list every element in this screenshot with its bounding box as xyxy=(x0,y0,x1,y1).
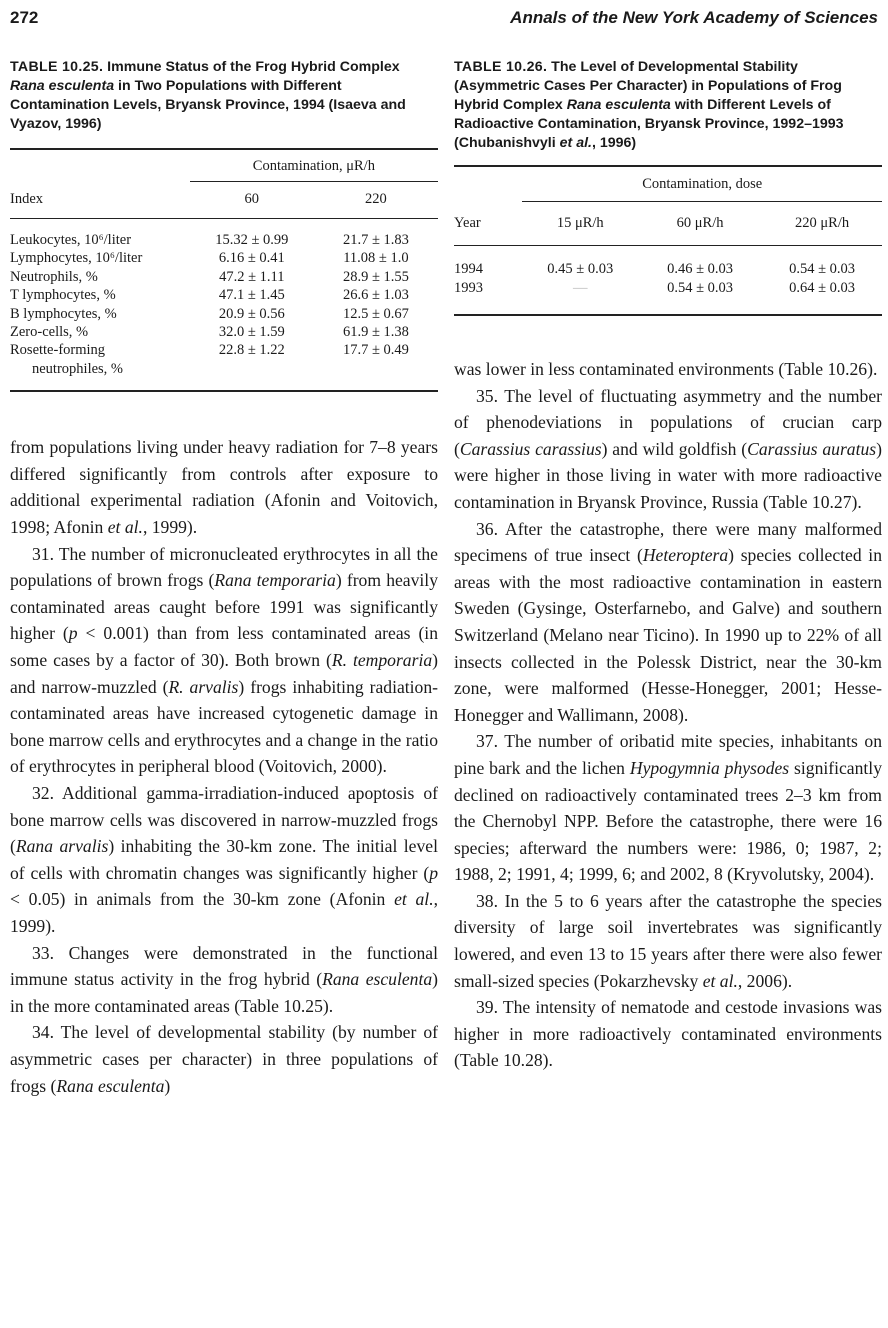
cell-60: 0.54 ± 0.03 xyxy=(667,280,734,296)
cell-60: 6.16 ± 0.41 xyxy=(218,250,285,267)
col-header-year: Year xyxy=(454,214,481,231)
row-year: 1994 xyxy=(454,261,483,277)
left-body-text xyxy=(10,434,438,1099)
caption-text: in Two Populations with Different Contamination Levels, Bryansk Province, 1994 (Isaeva and Vyazov, 1996) xyxy=(10,78,406,132)
row-index: T lymphocytes, % xyxy=(10,287,116,304)
cell-60: 22.8 ± 1.22 xyxy=(218,342,285,359)
page-number: 272 xyxy=(10,8,39,27)
cell-15: 0.45 ± 0.03 xyxy=(547,261,614,277)
left-column xyxy=(10,58,438,1099)
table-10-25-caption xyxy=(10,58,438,134)
col-header-index: Index xyxy=(10,190,44,207)
paragraph: was lower in less contaminated environments (Table 10.26). xyxy=(454,359,878,379)
cell-60: 15.32 ± 0.99 xyxy=(215,232,289,248)
cell-15: — xyxy=(572,280,588,296)
table-10-26-caption xyxy=(454,58,882,153)
table-label: TABLE 10.25. xyxy=(10,59,104,75)
table-row xyxy=(10,249,438,267)
cell-60: 20.9 ± 0.56 xyxy=(218,305,285,322)
paragraph-35: 35. The level of fluctuating asymmetry and the number of phenodeviations in populations of crucian carp (Carassius carassius) and wild goldfish (Carassius auratus) were higher in those living in water with more radioactive contamination in Bryansk Province, Russia (Table 10.27). xyxy=(454,385,882,512)
cell-60: 47.2 ± 1.11 xyxy=(219,268,285,285)
cell-220: 11.08 ± 1.0 xyxy=(343,250,409,267)
col-header-60: 60 μR/h xyxy=(676,215,724,231)
right-column xyxy=(454,58,882,1074)
cell-60: 0.46 ± 0.03 xyxy=(667,261,734,277)
table-10-25 xyxy=(10,148,438,392)
col-header-220: 220 xyxy=(365,191,387,207)
paragraph-31: 31. The number of micronucleated erythrocytes in all the populations of brown frogs (Rana temporaria) from heavily contaminated areas caught before 1991 was significantly higher (p < 0.001) than from less contaminated areas (in some cases by a factor of 30). Both brown (R. temporaria) and narrow-muzzled (R. arvalis) frogs inhabiting radiation-contaminated areas have increased cytogenetic damage in bone marrow cells and erythrocytes and a change in the ratio of erythrocytes in peripheral blood (Voitovich, 2000). xyxy=(10,543,438,777)
row-index-line2: neutrophiles, % xyxy=(32,360,124,377)
paragraph-34: 34. The level of developmental stability (by number of asymmetric cases per character) in three populations of frogs (Rana esculenta) xyxy=(10,1022,438,1096)
col-header-220: 220 μR/h xyxy=(795,215,850,231)
cell-220: 21.7 ± 1.83 xyxy=(342,232,409,248)
col-header-60: 60 xyxy=(244,191,260,207)
table-row xyxy=(454,246,882,280)
table-label: TABLE 10.26. xyxy=(454,59,548,75)
journal-title: Annals of the New York Academy of Sciences xyxy=(510,8,878,27)
cell-220: 61.9 ± 1.38 xyxy=(342,324,409,341)
table-row xyxy=(454,279,882,315)
right-body-text xyxy=(454,356,882,1074)
table-row xyxy=(10,305,438,323)
cell-220: 0.64 ± 0.03 xyxy=(789,280,856,296)
paragraph-33: 33. Changes were demonstrated in the functional immune status activity in the frog hybrid (Rana esculenta) in the more contaminated areas (Table 10.25). xyxy=(10,942,439,1016)
cell-60: 47.1 ± 1.45 xyxy=(218,287,285,304)
table-row xyxy=(10,286,438,304)
caption-text: Immune Status of the Frog Hybrid Complex xyxy=(103,59,400,75)
cell-220: 26.6 ± 1.03 xyxy=(342,287,409,304)
caption-text: , 1996) xyxy=(591,135,637,151)
table-row xyxy=(10,323,438,341)
row-year: 1993 xyxy=(454,280,483,296)
cell-220: 17.7 ± 0.49 xyxy=(342,342,409,359)
caption-species: Rana esculenta xyxy=(566,97,671,113)
table-row xyxy=(10,268,438,286)
paragraph-38: 38. In the 5 to 6 years after the catastrophe the species diversity of large soil invertebrates was significantly lowered, and even 13 to 15 years after there were also fewer small-sized species (Pokarzhevsky et al., 2006). xyxy=(454,890,882,991)
table-10-26 xyxy=(454,165,882,316)
caption-text: with Different Levels of Radioactive Contamination, Bryansk Province, 1992–1993 (Chubanishvyli xyxy=(454,97,844,151)
row-index-line1: Rosette-forming xyxy=(10,342,106,359)
running-header xyxy=(10,8,878,34)
cell-60: 32.0 ± 1.59 xyxy=(218,324,285,341)
spanner-heading: Contamination, μR/h xyxy=(190,149,438,182)
spanner-heading: Contamination, dose xyxy=(522,166,882,202)
paragraph: from populations living under heavy radiation for 7–8 years differed significantly from controls after exposure to additional experimental radiation (Afonin and Voitovich, 1998; Afonin et al., 1999). xyxy=(10,437,438,538)
row-index: B lymphocytes, % xyxy=(10,305,117,322)
row-index: Zero-cells, % xyxy=(10,324,89,341)
caption-species: Rana esculenta xyxy=(10,78,115,94)
col-header-15: 15 μR/h xyxy=(556,215,604,231)
table-row xyxy=(10,219,438,250)
row-index xyxy=(10,341,190,391)
paragraph-39: 39. The intensity of nematode and cestode invasions was higher in more radioactively contaminated environments (Table 10.28). xyxy=(454,997,882,1071)
cell-220: 28.9 ± 1.55 xyxy=(342,268,409,285)
cell-220: 0.54 ± 0.03 xyxy=(789,261,856,277)
row-index: Leukocytes, 10⁶/liter xyxy=(10,232,132,248)
row-index: Lymphocytes, 10⁶/liter xyxy=(10,250,143,267)
paragraph-32: 32. Additional gamma-irradiation-induced apoptosis of bone marrow cells was discovered in narrow-muzzled frogs (Rana arvalis) inhabiting the 30-km zone. The initial level of cells with chromatin changes was significantly higher (p < 0.05) in animals from the 30-km zone (Afonin et al., 1999). xyxy=(10,782,438,936)
table-row xyxy=(10,341,438,391)
paragraph-37: 37. The number of oribatid mite species, inhabitants on pine bark and the lichen Hypogymnia physodes significantly declined on radioactively contaminated trees 2–3 km from the Chernobyl NPP. Before the catastrophe, there were 16 species; afterward the numbers were: 1986, 0; 1987, 2; 1988, 2; 1991, 4; 1999, 6; and 2002, 8 (Kryvolutsky, 2004). xyxy=(454,731,882,885)
cell-220: 12.5 ± 0.67 xyxy=(342,305,409,322)
caption-etal: et al. xyxy=(559,135,592,151)
caption-text: The Level of Developmental Stability (Asymmetric Cases Per Character) in Populations of Frog Hybrid Complex xyxy=(454,59,842,113)
paragraph-36: 36. After the catastrophe, there were many malformed specimens of true insect (Heteroptera) species collected in areas with the most radioactive contamination in eastern Sweden (Gysinge, Osterfarnebo, and Galve) and southern Switzerland (Melano near Ticino). In 1990 up to 22% of all insects collected in the Polessk District, near the 30-km zone, were malformed (Hesse-Honegger, 2001; Hesse-Honegger and Wallimann, 2008). xyxy=(454,518,882,725)
row-index: Neutrophils, % xyxy=(10,268,98,285)
